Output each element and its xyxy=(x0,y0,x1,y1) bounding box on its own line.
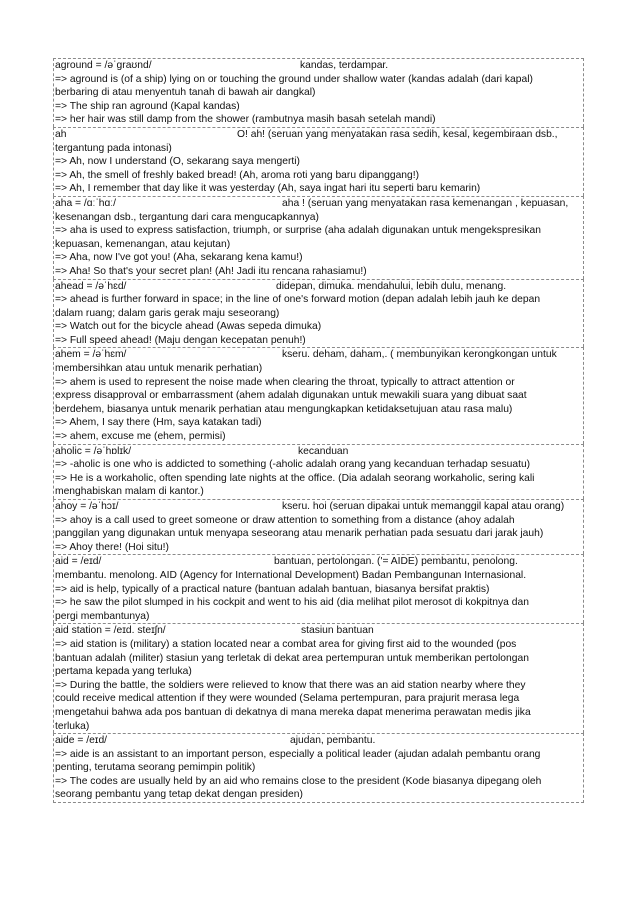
entry-line: => her hair was still damp from the shower (rambutnya masih basah setelah mandi) xyxy=(55,114,436,126)
entry-line: => Ah, now I understand (O, sekarang saya mengerti) xyxy=(55,156,300,168)
entry-line: kesenangan dsb., tergantung dari cara mengucapkannya) xyxy=(55,211,319,223)
entry-line: terluka) xyxy=(55,720,90,732)
entry-meaning: aha ! (seruan yang menyatakan rasa kemenangan , kepuasan, xyxy=(282,197,569,209)
dictionary-entry xyxy=(53,733,584,803)
entry-headline xyxy=(54,59,583,73)
entry-line: could receive medical attention if they were wounded (Selama pertempuran, para prajurit merasa lega xyxy=(55,693,520,705)
entry-meaning: kecanduan xyxy=(298,445,349,457)
entry-line: => The codes are usually held by an aid who remains close to the president (Kode biasanya dipegang oleh xyxy=(55,775,542,787)
entry-word: ahem = /əˈhɛm/ xyxy=(55,349,127,361)
entry-word: aid = /eɪd/ xyxy=(55,556,102,568)
dictionary-entry xyxy=(53,623,584,733)
entry-line: pergi membantunya) xyxy=(55,610,150,622)
entry-headline xyxy=(54,445,583,459)
entry-line: express disapproval or embarrassment (ahem adalah digunakan untuk mewakili suara yang dibuat saat xyxy=(55,390,527,402)
entry-meaning: ajudan, pembantu. xyxy=(290,735,376,747)
entry-line: => aide is an assistant to an important person, especially a political leader (ajudan adalah pembantu orang xyxy=(55,748,541,760)
entry-headline xyxy=(54,128,583,142)
entry-line: => aid is help, typically of a practical nature (bantuan adalah bantuan, biasanya bersifat praktis) xyxy=(55,583,490,595)
entry-word: aha = /ɑːˈhɑː/ xyxy=(55,197,116,209)
entry-line: => aha is used to express satisfaction, triumph, or surprise (aha adalah digunakan untuk mengekspresikan xyxy=(55,225,541,237)
entry-line: berdehem, biasanya untuk menarik perhatian atau mengungkapkan ketidaksetujuan atau rasa malu) xyxy=(55,403,513,415)
entry-headline xyxy=(54,500,583,514)
entry-line: => During the battle, the soldiers were relieved to know that there was an aid station nearby where they xyxy=(55,679,526,691)
entry-line: dalam ruang; dalam garis gerak maju seseorang) xyxy=(55,307,280,319)
entry-headline xyxy=(54,348,583,362)
entry-line: => aid station is (military) a station located near a combat area for giving first aid to the wounded (pos xyxy=(55,638,517,650)
entry-word: aholic = /əˈhɒlɪk/ xyxy=(55,445,132,457)
entry-line: => aground is (of a ship) lying on or touching the ground under shallow water (kandas adalah (dari kapal) xyxy=(55,73,533,85)
entry-line: => ahem, excuse me (ehem, permisi) xyxy=(55,431,226,443)
dictionary-entry xyxy=(53,196,584,279)
entry-line: membantu. menolong. AID (Agency for International Development) Badan Pembangunan Internasional. xyxy=(55,569,527,581)
entry-line: => Ah, I remember that day like it was yesterday (Ah, saya ingat hari itu seperti baru kemarin) xyxy=(55,183,481,195)
entry-meaning: kandas, terdampar. xyxy=(300,60,389,71)
entry-line: => Full speed ahead! (Maju dengan kecepatan penuh!) xyxy=(55,334,306,346)
entry-line: => The ship ran aground (Kapal kandas) xyxy=(55,100,240,112)
entry-line: penting, terutama seorang pemimpin politik) xyxy=(55,762,256,774)
entry-line: => ahem is used to represent the noise made when clearing the throat, typically to attract attention or xyxy=(55,376,515,388)
dictionary-entry xyxy=(53,554,584,623)
entry-word: aide = /eɪd/ xyxy=(55,735,108,747)
entry-headline xyxy=(54,555,583,569)
entry-line: => Ahem, I say there (Hm, saya katakan tadi) xyxy=(55,417,262,429)
dictionary-page xyxy=(53,58,584,803)
dictionary-entry xyxy=(53,499,584,554)
entry-line: => -aholic is one who is addicted to something (-aholic adalah orang yang kecanduan terhadap sesuatu) xyxy=(55,459,531,471)
entry-line: seorang pembantu yang tetap dekat dengan presiden) xyxy=(55,789,303,801)
entry-line: => Ah, the smell of freshly baked bread! (Ah, aroma roti yang baru dipanggang!) xyxy=(55,169,420,181)
entry-meaning: didepan, dimuka. mendahului, lebih dulu, menang. xyxy=(276,280,507,292)
entry-word: aid station = /eɪd. steɪʃn/ xyxy=(55,625,166,637)
dictionary-entry xyxy=(53,444,584,499)
entry-word: ahoy = /əˈhɔɪ/ xyxy=(55,501,119,512)
dictionary-entry xyxy=(53,58,584,127)
entry-line: membersihkan atau untuk menarik perhatian) xyxy=(55,363,263,375)
entry-meaning: stasiun bantuan xyxy=(301,625,374,637)
entry-line: => ahead is further forward in space; in the line of one's forward motion (depan adalah lebih jauh ke depan xyxy=(55,294,541,306)
entry-line: => ahoy is a call used to greet someone or draw attention to something from a distance (ahoy adalah xyxy=(55,514,515,526)
entry-line: => Watch out for the bicycle ahead (Awas sepeda dimuka) xyxy=(55,321,322,333)
entry-line: => Aha, now I've got you! (Aha, sekarang kena kamu!) xyxy=(55,252,303,264)
entry-line: pertama kepada yang terluka) xyxy=(55,666,192,678)
entry-word: ah xyxy=(55,128,67,140)
entry-headline xyxy=(54,734,583,748)
entry-meaning: kseru. deham, daham,. ( membunyikan kerongkongan untuk xyxy=(282,349,557,361)
dictionary-entry xyxy=(53,347,584,443)
entry-line: => He is a workaholic, often spending late nights at the office. (Dia adalah seorang workaholic, sering kali xyxy=(55,472,535,484)
entry-word: aground = /əˈɡraʊnd/ xyxy=(55,60,152,71)
entry-meaning: kseru. hoi (seruan dipakai untuk memanggil kapal atau orang) xyxy=(282,501,565,512)
entry-meaning: O! ah! (seruan yang menyatakan rasa sedih, kesal, kegembiraan dsb., xyxy=(237,128,558,140)
entry-line: bantuan adalah (militer) stasiun yang terletak di dekat area pertempuran untuk memberikan pertolongan xyxy=(55,652,529,664)
entry-line: tergantung pada intonasi) xyxy=(55,142,172,154)
dictionary-entry xyxy=(53,279,584,348)
entry-headline xyxy=(54,197,583,211)
entry-line: => Ahoy there! (Hoi situ!) xyxy=(55,541,169,553)
entry-line: => he saw the pilot slumped in his cockpit and went to his aid (dia melihat pilot merosot di kokpitnya dan xyxy=(55,597,529,609)
entry-line: menghabiskan malam di kantor.) xyxy=(55,486,204,498)
entry-meaning: bantuan, pertolongan. ('= AIDE) pembantu, penolong. xyxy=(274,556,518,568)
entry-line: berbaring di atau menyentuh tanah di bawah air dangkal) xyxy=(55,87,316,99)
entry-line: kepuasan, kemenangan, atau kejutan) xyxy=(55,238,231,250)
entry-headline xyxy=(54,280,583,294)
entry-word: ahead = /əˈhɛd/ xyxy=(55,280,127,292)
entry-line: => Aha! So that's your secret plan! (Ah! Jadi itu rencana rahasiamu!) xyxy=(55,265,367,277)
dictionary-entry xyxy=(53,127,584,196)
entry-headline xyxy=(54,624,583,638)
entry-line: panggilan yang digunakan untuk menyapa seseorang atau menarik perhatian pada sesuatu dari jarak jauh) xyxy=(55,528,544,540)
entry-line: mengetahui bahwa ada pos bantuan di dekatnya di mana mereka dapat menerima perawatan medis jika xyxy=(55,706,531,718)
